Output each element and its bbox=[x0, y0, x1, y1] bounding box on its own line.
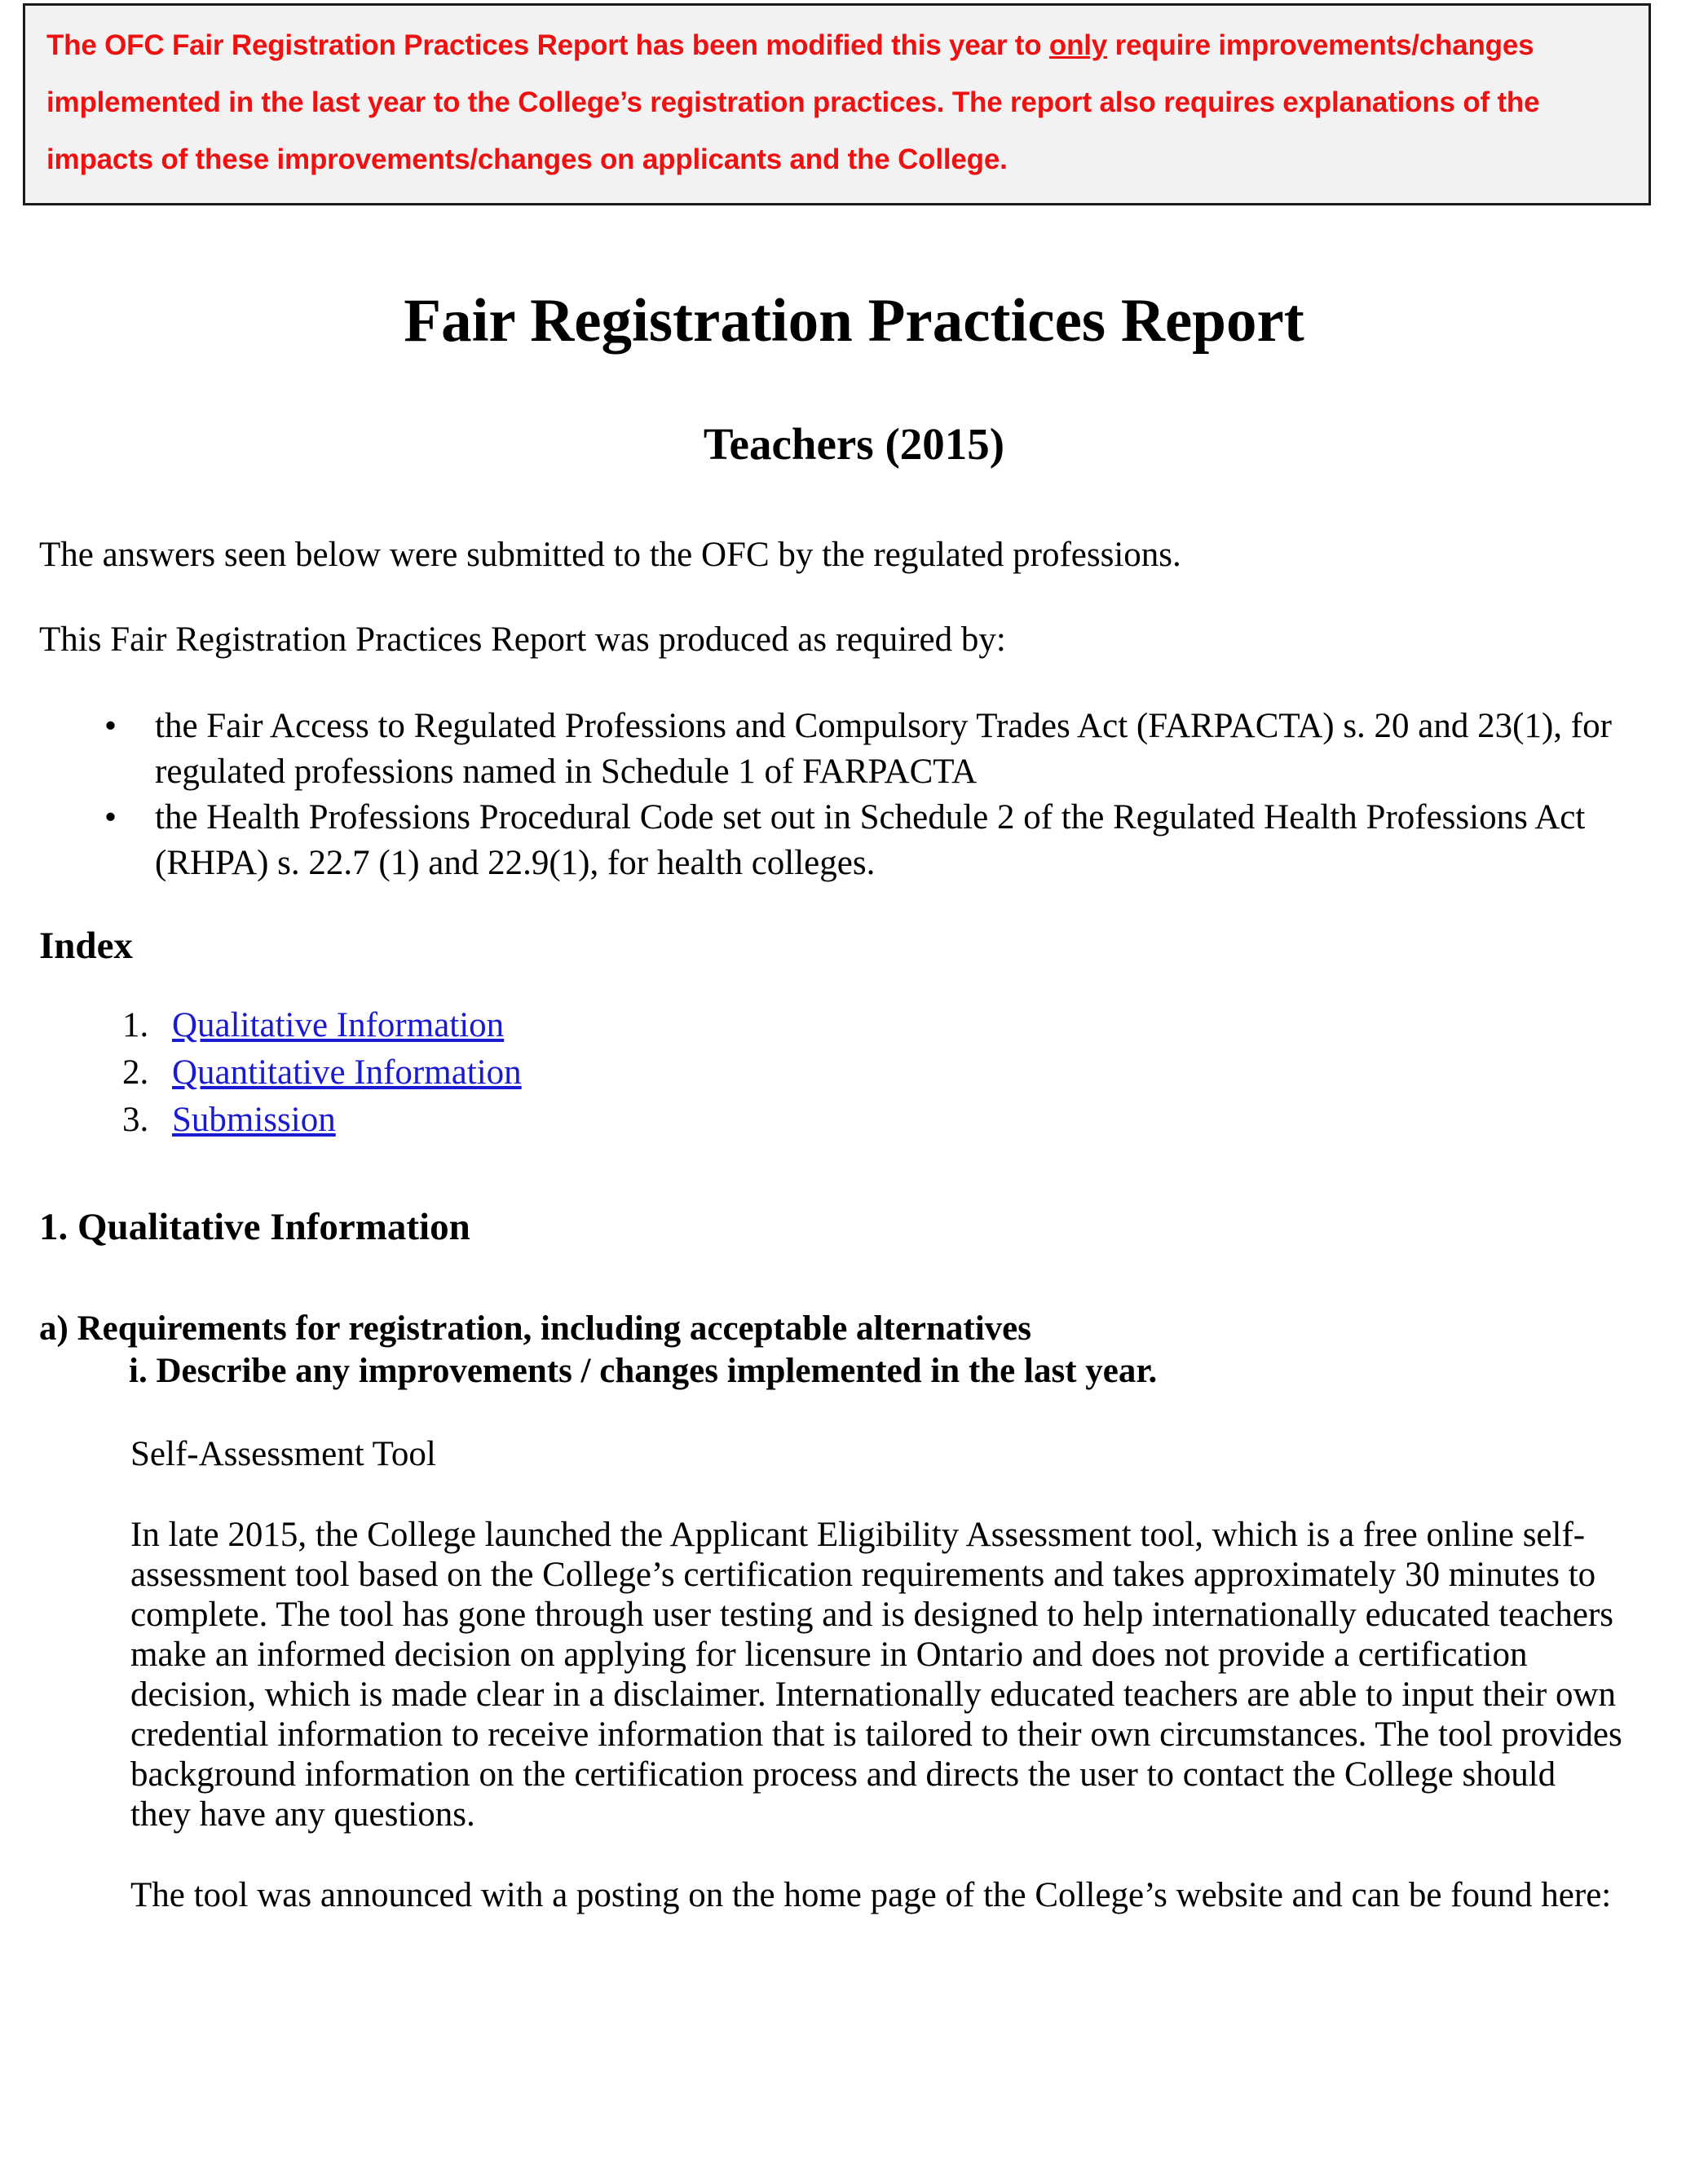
bullet-icon: • bbox=[104, 798, 117, 837]
intro-paragraph-2: This Fair Registration Practices Report was produced as required by: bbox=[39, 620, 1006, 659]
notice-text-part2: require improvements/changes implemented in the last year to the College’s registration practices. The report also requires explanations of the impacts of these improvements/changes on applicants and the College. bbox=[46, 29, 1540, 175]
list-item-label: the Fair Access to Regulated Professions and Compulsory Trades Act (FARPACTA) s. 20 and 23(1), for regulated professions named in Schedule 1 of FARPACTA bbox=[155, 707, 1612, 791]
notice-banner bbox=[23, 3, 1651, 205]
spacer bbox=[130, 1392, 1637, 1434]
list-item bbox=[39, 795, 1637, 886]
list-item-label: the Health Professions Procedural Code set out in Schedule 2 of the Regulated Health Professions Act (RHPA) s. 22.7 (1) and 22.9(1), for health colleges. bbox=[155, 798, 1586, 882]
section-1a-i-body bbox=[130, 1392, 1637, 1915]
legislation-bullet-list bbox=[39, 704, 1637, 886]
index-link-qualitative-information[interactable]: Qualitative Information bbox=[172, 1006, 505, 1045]
spacer bbox=[130, 1834, 1637, 1875]
document-body bbox=[39, 534, 1637, 1915]
section-1a-heading: a) Requirements for registration, including acceptable alternatives bbox=[39, 1309, 1031, 1349]
list-item bbox=[157, 1097, 1637, 1144]
list-item bbox=[157, 1002, 1637, 1049]
bullet-icon: • bbox=[104, 707, 117, 745]
intro-paragraph-1: The answers seen below were submitted to the OFC by the regulated professions. bbox=[39, 536, 1181, 574]
index-link-quantitative-information[interactable]: Quantitative Information bbox=[172, 1053, 522, 1093]
list-item bbox=[39, 704, 1637, 795]
index-heading: Index bbox=[39, 925, 133, 967]
section-1a-i-paragraph-1: In late 2015, the College launched the Applicant Eligibility Assessment tool, which is a free online self-assessment tool based on the College’s certification requirements and takes approximately 30 minutes to complete. The tool has gone through user testing and is designed to help internationally educated teachers make an informed decision on applying for licensure in Ontario and does not provide a certification decision, which is made clear in a disclaimer. Internationally educated teachers are able to input their own credential information to receive information that is tailored to their own circumstances. The tool provides background information on the certification process and directs the user to contact the College should they have any questions. bbox=[130, 1516, 1622, 1834]
page-subtitle: Teachers (2015) bbox=[703, 419, 1005, 469]
section-1-heading: 1. Qualitative Information bbox=[39, 1206, 470, 1249]
section-1a-i-heading: i. Describe any improvements / changes implemented in the last year. bbox=[129, 1351, 1158, 1390]
list-item bbox=[157, 1049, 1637, 1097]
notice-banner-text bbox=[46, 17, 1627, 188]
notice-text-emphasis: only bbox=[1048, 29, 1108, 61]
spacer bbox=[130, 1474, 1637, 1515]
section-1a-i-paragraph-2: The tool was announced with a posting on the home page of the College’s website and can be found here: bbox=[130, 1876, 1612, 1915]
index-list bbox=[39, 1002, 1637, 1144]
topic-label-self-assessment-tool: Self-Assessment Tool bbox=[130, 1435, 436, 1474]
index-link-submission[interactable]: Submission bbox=[172, 1101, 336, 1140]
notice-text-part1: The OFC Fair Registration Practices Report has been modified this year to bbox=[46, 29, 1049, 61]
page-title: Fair Registration Practices Report bbox=[404, 287, 1304, 355]
